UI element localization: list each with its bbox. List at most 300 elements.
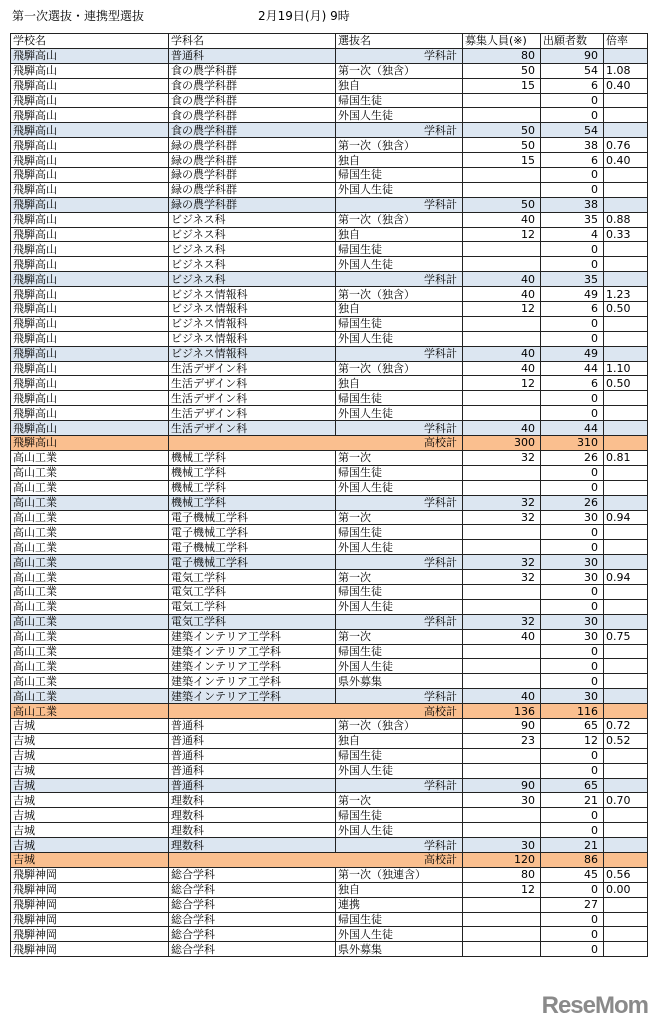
cell-ratio	[604, 912, 648, 927]
cell-applicants: 90	[541, 48, 604, 63]
cell-selection: 学科計	[336, 495, 463, 510]
cell-capacity	[463, 674, 541, 689]
cell-school: 飛騨高山	[11, 376, 169, 391]
school-total-row	[11, 852, 648, 867]
table-row	[11, 108, 648, 123]
cell-department: 普通科	[169, 48, 336, 63]
cell-capacity	[463, 391, 541, 406]
cell-school: 飛騨高山	[11, 182, 169, 197]
cell-selection: 独自	[336, 227, 463, 242]
table-header-row	[11, 34, 648, 49]
cell-school: 飛騨高山	[11, 361, 169, 376]
cell-capacity: 90	[463, 778, 541, 793]
cell-ratio	[604, 823, 648, 838]
cell-capacity: 40	[463, 689, 541, 704]
cell-ratio	[604, 197, 648, 212]
cell-applicants: 54	[541, 123, 604, 138]
cell-applicants: 0	[541, 599, 604, 614]
cell-capacity	[463, 257, 541, 272]
cell-selection: 帰国生徒	[336, 168, 463, 183]
cell-applicants: 6	[541, 78, 604, 93]
cell-applicants: 21	[541, 838, 604, 853]
cell-school: 飛騨高山	[11, 287, 169, 302]
cell-ratio	[604, 852, 648, 867]
cell-applicants: 0	[541, 540, 604, 555]
cell-capacity: 15	[463, 153, 541, 168]
cell-applicants: 0	[541, 927, 604, 942]
cell-school: 吉城	[11, 823, 169, 838]
cell-capacity: 15	[463, 78, 541, 93]
subtotal-row	[11, 48, 648, 63]
cell-school: 飛騨高山	[11, 78, 169, 93]
cell-ratio: 1.10	[604, 361, 648, 376]
cell-capacity: 120	[463, 852, 541, 867]
header-capacity: 募集人員(※)	[463, 34, 541, 49]
cell-department: 緑の農学科群	[169, 182, 336, 197]
cell-department: 食の農学科群	[169, 63, 336, 78]
cell-selection: 学科計	[336, 614, 463, 629]
cell-department: ビジネス情報科	[169, 346, 336, 361]
cell-capacity	[463, 525, 541, 540]
cell-capacity	[463, 927, 541, 942]
cell-selection: 帰国生徒	[336, 644, 463, 659]
subtotal-row	[11, 778, 648, 793]
cell-school: 高山工業	[11, 450, 169, 465]
cell-department: 食の農学科群	[169, 78, 336, 93]
cell-department: 電気工学科	[169, 599, 336, 614]
cell-capacity: 32	[463, 495, 541, 510]
table-row	[11, 153, 648, 168]
table-row	[11, 391, 648, 406]
cell-selection: 第一次	[336, 793, 463, 808]
cell-applicants: 0	[541, 659, 604, 674]
cell-department: ビジネス情報科	[169, 316, 336, 331]
subtotal-row	[11, 689, 648, 704]
cell-ratio: 0.81	[604, 450, 648, 465]
cell-capacity: 40	[463, 629, 541, 644]
cell-department: 建築インテリア工学科	[169, 689, 336, 704]
cell-selection: 学科計	[336, 689, 463, 704]
subtotal-row	[11, 838, 648, 853]
cell-department: 生活デザイン科	[169, 406, 336, 421]
cell-selection: 帰国生徒	[336, 242, 463, 257]
table-row	[11, 823, 648, 838]
cell-ratio: 0.00	[604, 882, 648, 897]
cell-ratio	[604, 123, 648, 138]
cell-ratio: 0.70	[604, 793, 648, 808]
cell-selection: 高校計	[336, 436, 463, 451]
cell-applicants: 0	[541, 168, 604, 183]
cell-selection: 学科計	[336, 778, 463, 793]
cell-selection: 独自	[336, 302, 463, 317]
cell-applicants: 0	[541, 644, 604, 659]
cell-applicants: 35	[541, 272, 604, 287]
cell-applicants: 6	[541, 153, 604, 168]
cell-applicants: 0	[541, 525, 604, 540]
cell-school: 飛騨高山	[11, 212, 169, 227]
cell-department: 緑の農学科群	[169, 138, 336, 153]
school-total-row	[11, 704, 648, 719]
cell-school: 飛騨高山	[11, 316, 169, 331]
cell-ratio	[604, 763, 648, 778]
cell-selection: 学科計	[336, 555, 463, 570]
cell-applicants: 27	[541, 897, 604, 912]
table-row	[11, 540, 648, 555]
cell-capacity: 30	[463, 793, 541, 808]
table-row	[11, 302, 648, 317]
cell-capacity: 32	[463, 614, 541, 629]
cell-ratio	[604, 421, 648, 436]
cell-ratio	[604, 316, 648, 331]
cell-school: 高山工業	[11, 674, 169, 689]
cell-ratio: 0.40	[604, 78, 648, 93]
cell-applicants: 4	[541, 227, 604, 242]
cell-department: 建築インテリア工学科	[169, 674, 336, 689]
cell-capacity	[463, 763, 541, 778]
cell-applicants: 30	[541, 689, 604, 704]
header-applicants: 出願者数	[541, 34, 604, 49]
cell-selection: 第一次	[336, 510, 463, 525]
cell-department: 機械工学科	[169, 465, 336, 480]
cell-capacity: 32	[463, 570, 541, 585]
cell-capacity: 12	[463, 882, 541, 897]
cell-department: 緑の農学科群	[169, 168, 336, 183]
cell-school: 飛騨神岡	[11, 897, 169, 912]
cell-school: 高山工業	[11, 480, 169, 495]
cell-capacity: 23	[463, 733, 541, 748]
header-selection: 選抜名	[336, 34, 463, 49]
cell-ratio: 0.33	[604, 227, 648, 242]
cell-capacity: 12	[463, 302, 541, 317]
subtotal-row	[11, 197, 648, 212]
cell-school: 高山工業	[11, 570, 169, 585]
cell-department: 総合学科	[169, 867, 336, 882]
table-row	[11, 867, 648, 882]
cell-school: 飛騨高山	[11, 93, 169, 108]
cell-selection: 帰国生徒	[336, 912, 463, 927]
cell-capacity	[463, 316, 541, 331]
cell-ratio	[604, 182, 648, 197]
cell-department: 食の農学科群	[169, 93, 336, 108]
cell-capacity	[463, 465, 541, 480]
subtotal-row	[11, 123, 648, 138]
cell-selection: 第一次	[336, 450, 463, 465]
cell-applicants: 45	[541, 867, 604, 882]
cell-ratio	[604, 93, 648, 108]
cell-selection: 外国人生徒	[336, 331, 463, 346]
cell-ratio	[604, 436, 648, 451]
cell-school: 飛騨高山	[11, 421, 169, 436]
cell-school: 吉城	[11, 838, 169, 853]
cell-capacity: 40	[463, 287, 541, 302]
cell-applicants: 0	[541, 823, 604, 838]
cell-selection: 帰国生徒	[336, 584, 463, 599]
table-row	[11, 227, 648, 242]
cell-applicants: 0	[541, 93, 604, 108]
subtotal-row	[11, 555, 648, 570]
cell-selection: 県外募集	[336, 674, 463, 689]
cell-capacity	[463, 659, 541, 674]
cell-department: 生活デザイン科	[169, 391, 336, 406]
cell-selection: 外国人生徒	[336, 108, 463, 123]
cell-applicants: 0	[541, 480, 604, 495]
cell-applicants: 86	[541, 852, 604, 867]
cell-department: 総合学科	[169, 912, 336, 927]
cell-applicants: 49	[541, 287, 604, 302]
cell-selection: 外国人生徒	[336, 599, 463, 614]
cell-applicants: 0	[541, 182, 604, 197]
cell-school: 飛騨高山	[11, 197, 169, 212]
cell-department: 普通科	[169, 763, 336, 778]
school-total-row	[11, 436, 648, 451]
table-row	[11, 465, 648, 480]
cell-applicants: 0	[541, 763, 604, 778]
cell-department: 緑の農学科群	[169, 197, 336, 212]
cell-department: ビジネス科	[169, 242, 336, 257]
table-row	[11, 599, 648, 614]
cell-capacity: 40	[463, 421, 541, 436]
cell-applicants: 49	[541, 346, 604, 361]
table-row	[11, 718, 648, 733]
cell-selection: 外国人生徒	[336, 927, 463, 942]
table-row	[11, 450, 648, 465]
cell-selection: 学科計	[336, 123, 463, 138]
cell-capacity	[463, 823, 541, 838]
table-row	[11, 480, 648, 495]
table-row	[11, 584, 648, 599]
table-row	[11, 570, 648, 585]
cell-capacity	[463, 182, 541, 197]
cell-school: 高山工業	[11, 629, 169, 644]
cell-selection: 第一次（独含）	[336, 718, 463, 733]
cell-applicants: 310	[541, 436, 604, 451]
cell-applicants: 65	[541, 778, 604, 793]
cell-school: 飛騨高山	[11, 153, 169, 168]
cell-applicants: 0	[541, 391, 604, 406]
cell-school: 飛騨高山	[11, 346, 169, 361]
cell-applicants: 0	[541, 882, 604, 897]
cell-applicants: 0	[541, 465, 604, 480]
cell-applicants: 0	[541, 331, 604, 346]
table-row	[11, 525, 648, 540]
cell-school: 飛騨高山	[11, 302, 169, 317]
cell-capacity: 32	[463, 510, 541, 525]
applicants-table	[10, 33, 648, 957]
cell-department: ビジネス情報科	[169, 302, 336, 317]
cell-selection: 第一次	[336, 570, 463, 585]
cell-selection: 帰国生徒	[336, 808, 463, 823]
table-row	[11, 376, 648, 391]
cell-capacity	[463, 644, 541, 659]
cell-school: 飛騨神岡	[11, 942, 169, 957]
cell-school: 吉城	[11, 748, 169, 763]
cell-department: 電子機械工学科	[169, 555, 336, 570]
cell-selection: 高校計	[336, 704, 463, 719]
cell-selection: 第一次（独含）	[336, 361, 463, 376]
cell-applicants: 26	[541, 450, 604, 465]
cell-applicants: 0	[541, 748, 604, 763]
header-department: 学科名	[169, 34, 336, 49]
table-row	[11, 331, 648, 346]
cell-department	[169, 852, 336, 867]
cell-ratio: 0.40	[604, 153, 648, 168]
cell-ratio	[604, 346, 648, 361]
cell-applicants: 44	[541, 361, 604, 376]
cell-department: 電気工学科	[169, 584, 336, 599]
cell-department	[169, 704, 336, 719]
cell-school: 飛騨高山	[11, 257, 169, 272]
cell-school: 高山工業	[11, 510, 169, 525]
cell-ratio	[604, 242, 648, 257]
cell-department: 生活デザイン科	[169, 421, 336, 436]
table-row	[11, 510, 648, 525]
table-row	[11, 316, 648, 331]
cell-ratio: 0.94	[604, 510, 648, 525]
cell-school: 高山工業	[11, 614, 169, 629]
cell-ratio	[604, 659, 648, 674]
cell-applicants: 65	[541, 718, 604, 733]
cell-ratio: 0.50	[604, 376, 648, 391]
cell-selection: 外国人生徒	[336, 480, 463, 495]
table-row	[11, 674, 648, 689]
cell-capacity: 50	[463, 197, 541, 212]
cell-department: 電気工学科	[169, 570, 336, 585]
cell-department: 普通科	[169, 748, 336, 763]
cell-school: 吉城	[11, 718, 169, 733]
resemom-logo	[542, 992, 648, 1020]
page-title: 第一次選抜・連携型選抜	[12, 9, 145, 23]
cell-selection: 外国人生徒	[336, 540, 463, 555]
cell-applicants: 26	[541, 495, 604, 510]
cell-school: 飛騨高山	[11, 123, 169, 138]
cell-school: 高山工業	[11, 495, 169, 510]
cell-applicants: 30	[541, 570, 604, 585]
cell-department: 緑の農学科群	[169, 153, 336, 168]
cell-capacity	[463, 897, 541, 912]
table-row	[11, 212, 648, 227]
cell-department: ビジネス情報科	[169, 331, 336, 346]
subtotal-row	[11, 346, 648, 361]
cell-ratio: 0.52	[604, 733, 648, 748]
table-row	[11, 406, 648, 421]
cell-capacity	[463, 168, 541, 183]
cell-applicants: 0	[541, 257, 604, 272]
cell-selection: 独自	[336, 78, 463, 93]
cell-ratio	[604, 555, 648, 570]
cell-selection: 学科計	[336, 421, 463, 436]
cell-school: 飛騨高山	[11, 48, 169, 63]
table-row	[11, 644, 648, 659]
table-row	[11, 287, 648, 302]
cell-applicants: 30	[541, 614, 604, 629]
table-row	[11, 942, 648, 957]
cell-selection: 学科計	[336, 272, 463, 287]
cell-selection: 外国人生徒	[336, 182, 463, 197]
table-row	[11, 897, 648, 912]
cell-capacity: 40	[463, 346, 541, 361]
cell-department: 機械工学科	[169, 450, 336, 465]
cell-selection: 第一次（独含）	[336, 63, 463, 78]
cell-school: 飛騨神岡	[11, 912, 169, 927]
header-school: 学校名	[11, 34, 169, 49]
cell-department: ビジネス科	[169, 272, 336, 287]
cell-selection: 帰国生徒	[336, 93, 463, 108]
cell-capacity	[463, 748, 541, 763]
cell-ratio	[604, 838, 648, 853]
cell-ratio: 0.50	[604, 302, 648, 317]
cell-ratio	[604, 808, 648, 823]
cell-selection: 学科計	[336, 48, 463, 63]
table-row	[11, 257, 648, 272]
cell-capacity: 80	[463, 48, 541, 63]
cell-ratio	[604, 748, 648, 763]
cell-ratio: 1.23	[604, 287, 648, 302]
cell-department: 電子機械工学科	[169, 510, 336, 525]
cell-ratio	[604, 927, 648, 942]
cell-department: 理数科	[169, 808, 336, 823]
table-row	[11, 882, 648, 897]
cell-applicants: 0	[541, 942, 604, 957]
cell-school: 高山工業	[11, 540, 169, 555]
table-row	[11, 629, 648, 644]
cell-selection: 学科計	[336, 197, 463, 212]
table-row	[11, 763, 648, 778]
cell-school: 高山工業	[11, 644, 169, 659]
cell-selection: 第一次（独含）	[336, 212, 463, 227]
cell-selection: 帰国生徒	[336, 525, 463, 540]
cell-department: 食の農学科群	[169, 108, 336, 123]
cell-ratio	[604, 897, 648, 912]
cell-department: ビジネス科	[169, 212, 336, 227]
table-row	[11, 793, 648, 808]
cell-department: 理数科	[169, 838, 336, 853]
cell-capacity: 40	[463, 272, 541, 287]
cell-selection: 第一次（独含）	[336, 138, 463, 153]
cell-ratio	[604, 778, 648, 793]
cell-applicants: 30	[541, 555, 604, 570]
cell-capacity	[463, 912, 541, 927]
cell-school: 高山工業	[11, 584, 169, 599]
cell-selection: 高校計	[336, 852, 463, 867]
cell-capacity	[463, 599, 541, 614]
cell-ratio	[604, 584, 648, 599]
cell-school: 飛騨高山	[11, 108, 169, 123]
cell-capacity	[463, 808, 541, 823]
cell-department: 建築インテリア工学科	[169, 644, 336, 659]
cell-school: 飛騨高山	[11, 227, 169, 242]
cell-school: 飛騨高山	[11, 242, 169, 257]
cell-ratio	[604, 689, 648, 704]
cell-ratio	[604, 525, 648, 540]
cell-selection: 県外募集	[336, 942, 463, 957]
cell-ratio: 0.76	[604, 138, 648, 153]
table-row	[11, 78, 648, 93]
cell-selection: 外国人生徒	[336, 823, 463, 838]
cell-ratio	[604, 465, 648, 480]
cell-applicants: 0	[541, 584, 604, 599]
cell-capacity: 12	[463, 227, 541, 242]
cell-ratio	[604, 48, 648, 63]
table-row	[11, 168, 648, 183]
cell-applicants: 0	[541, 242, 604, 257]
cell-selection: 外国人生徒	[336, 257, 463, 272]
cell-applicants: 21	[541, 793, 604, 808]
cell-selection: 帰国生徒	[336, 316, 463, 331]
cell-ratio: 0.94	[604, 570, 648, 585]
cell-ratio	[604, 272, 648, 287]
table-row	[11, 733, 648, 748]
cell-school: 高山工業	[11, 555, 169, 570]
